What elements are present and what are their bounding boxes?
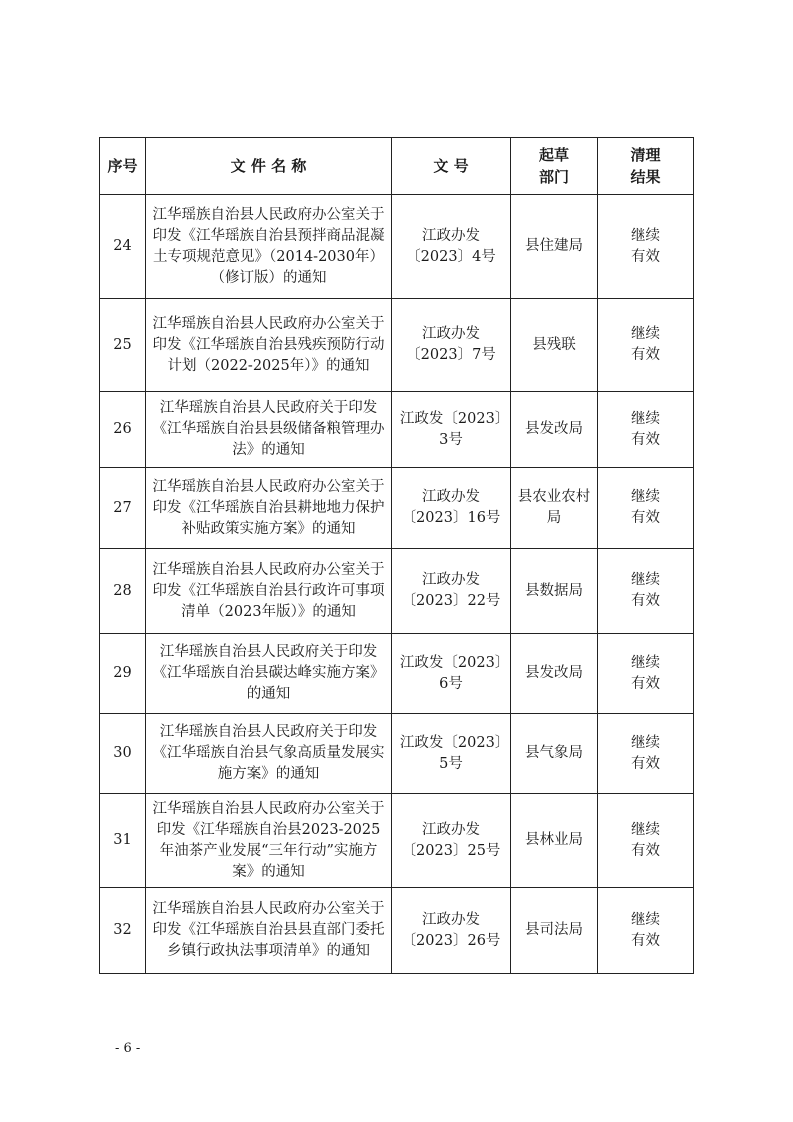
row-seq: 28 [100, 549, 146, 634]
row-dept: 县气象局 [511, 714, 598, 794]
row-docno: 江政发〔2023〕5号 [392, 714, 511, 794]
row-result: 继续 有效 [598, 468, 694, 549]
table-row [100, 392, 694, 468]
row-seq: 25 [100, 299, 146, 392]
row-name: 江华瑶族自治县人民政府办公室关于印发《江华瑶族自治县预拌商品混凝土专项规范意见》（2014-2030年）（修订版）的通知 [146, 195, 392, 299]
row-result: 继续 有效 [598, 634, 694, 714]
table-row [100, 299, 694, 392]
header-result: 清理 结果 [598, 138, 694, 195]
table-row [100, 634, 694, 714]
row-dept: 县农业农村局 [511, 468, 598, 549]
row-docno: 江政办发〔2023〕26号 [392, 888, 511, 974]
table-row [100, 195, 694, 299]
table-header-row [100, 138, 694, 195]
row-result: 继续 有效 [598, 714, 694, 794]
row-dept: 县林业局 [511, 794, 598, 888]
row-docno: 江政办发〔2023〕4号 [392, 195, 511, 299]
row-name: 江华瑶族自治县人民政府关于印发《江华瑶族自治县碳达峰实施方案》的通知 [146, 634, 392, 714]
table-row [100, 468, 694, 549]
page-number: - 6 - [115, 1041, 141, 1056]
row-name: 江华瑶族自治县人民政府办公室关于印发《江华瑶族自治县残疾预防行动计划（2022-2025年）》的通知 [146, 299, 392, 392]
row-docno: 江政办发〔2023〕16号 [392, 468, 511, 549]
row-result: 继续 有效 [598, 195, 694, 299]
row-seq: 30 [100, 714, 146, 794]
row-seq: 29 [100, 634, 146, 714]
row-docno: 江政办发〔2023〕22号 [392, 549, 511, 634]
row-dept: 县发改局 [511, 634, 598, 714]
row-docno: 江政办发〔2023〕25号 [392, 794, 511, 888]
table-row [100, 888, 694, 974]
header-docno: 文 号 [392, 138, 511, 195]
row-result: 继续 有效 [598, 299, 694, 392]
row-seq: 31 [100, 794, 146, 888]
table-row [100, 714, 694, 794]
row-seq: 27 [100, 468, 146, 549]
row-seq: 26 [100, 392, 146, 468]
table-row [100, 794, 694, 888]
row-name: 江华瑶族自治县人民政府关于印发《江华瑶族自治县气象高质量发展实施方案》的通知 [146, 714, 392, 794]
header-name: 文 件 名 称 [146, 138, 392, 195]
row-result: 继续 有效 [598, 794, 694, 888]
row-seq: 32 [100, 888, 146, 974]
row-docno: 江政办发〔2023〕7号 [392, 299, 511, 392]
row-result: 继续 有效 [598, 549, 694, 634]
row-dept: 县数据局 [511, 549, 598, 634]
row-docno: 江政发〔2023〕6号 [392, 634, 511, 714]
header-dept: 起草 部门 [511, 138, 598, 195]
row-name: 江华瑶族自治县人民政府办公室关于印发《江华瑶族自治县行政许可事项清单（2023年版）》的通知 [146, 549, 392, 634]
row-seq: 24 [100, 195, 146, 299]
row-dept: 县住建局 [511, 195, 598, 299]
document-table [99, 137, 694, 974]
row-result: 继续 有效 [598, 888, 694, 974]
row-dept: 县司法局 [511, 888, 598, 974]
row-name: 江华瑶族自治县人民政府办公室关于印发《江华瑶族自治县2023-2025年油茶产业发展“三年行动”实施方案》的通知 [146, 794, 392, 888]
row-name: 江华瑶族自治县人民政府办公室关于印发《江华瑶族自治县县直部门委托乡镇行政执法事项清单》的通知 [146, 888, 392, 974]
row-dept: 县发改局 [511, 392, 598, 468]
table-row [100, 549, 694, 634]
header-seq: 序号 [100, 138, 146, 195]
row-result: 继续 有效 [598, 392, 694, 468]
row-docno: 江政发〔2023〕3号 [392, 392, 511, 468]
row-dept: 县残联 [511, 299, 598, 392]
row-name: 江华瑶族自治县人民政府关于印发《江华瑶族自治县县级储备粮管理办法》的通知 [146, 392, 392, 468]
row-name: 江华瑶族自治县人民政府办公室关于印发《江华瑶族自治县耕地地力保护补贴政策实施方案》的通知 [146, 468, 392, 549]
